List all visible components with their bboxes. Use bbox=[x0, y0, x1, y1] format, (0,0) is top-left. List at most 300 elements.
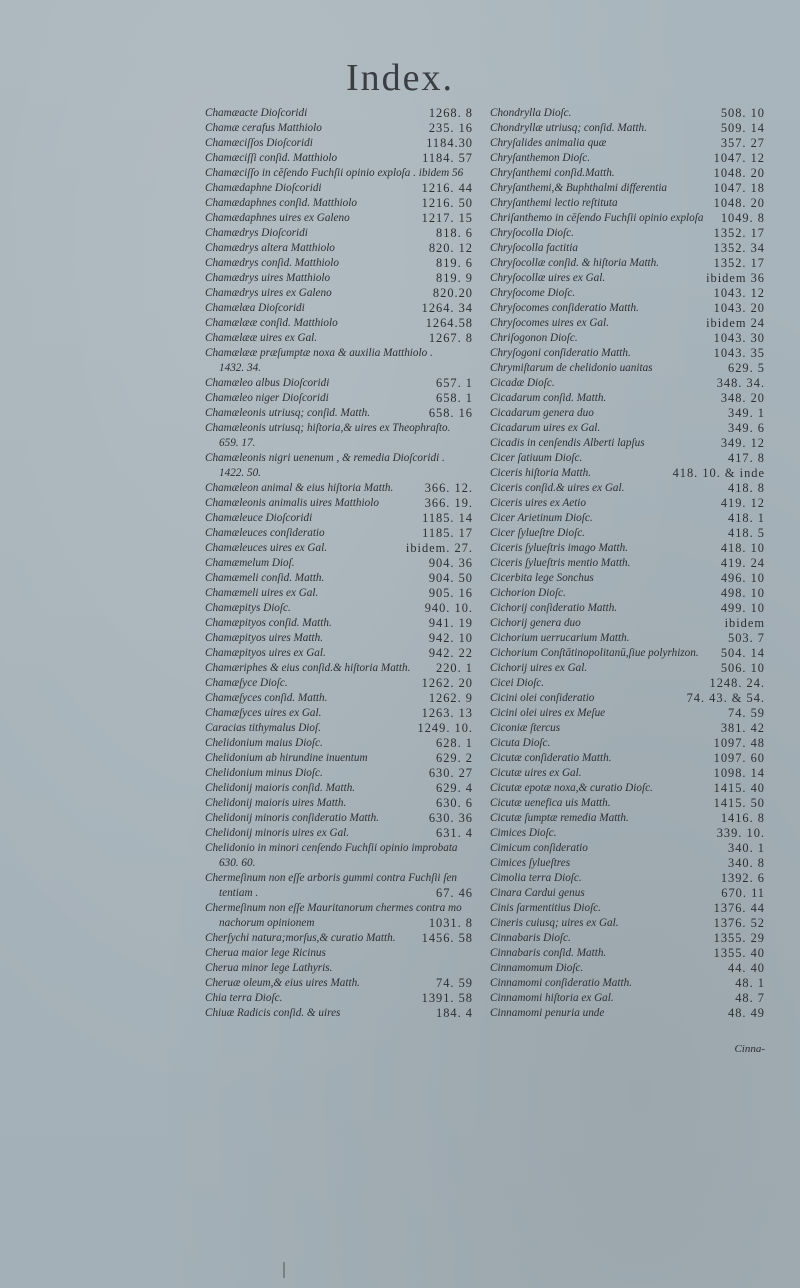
index-entry bbox=[205, 991, 473, 1006]
entry-term: Chamæpityos uires ex Gal. bbox=[205, 647, 326, 659]
entry-page-ref: 417. 8 bbox=[728, 451, 765, 465]
entry-term: Chamæleuce Dioſcoridi bbox=[205, 512, 313, 524]
entry-term: Chriſogonon Dioſc. bbox=[490, 332, 578, 344]
entry-term: Cicerbita lege Sonchus bbox=[490, 572, 594, 584]
entry-page-ref: 357. 27 bbox=[720, 136, 765, 150]
index-entry bbox=[205, 346, 473, 361]
entry-page-ref: 630. 27 bbox=[428, 766, 473, 780]
entry-page-ref: 339. 10. bbox=[716, 826, 765, 840]
index-entry bbox=[490, 361, 765, 376]
index-entry bbox=[205, 451, 473, 466]
index-entry-continuation bbox=[205, 361, 473, 376]
entry-page-ref: 670. 11 bbox=[721, 886, 765, 900]
index-entry bbox=[490, 991, 765, 1006]
entry-term: Cinnamomi penuria unde bbox=[490, 1007, 605, 1019]
entry-page-ref: 1355. 40 bbox=[713, 946, 765, 960]
index-entry-continuation bbox=[205, 466, 473, 481]
entry-page-ref: 820.20 bbox=[432, 286, 473, 300]
index-entry bbox=[205, 616, 473, 631]
entry-page-ref: 1264.58 bbox=[425, 316, 473, 330]
entry-page-ref: 509. 14 bbox=[720, 121, 765, 135]
index-entry bbox=[205, 646, 473, 661]
entry-page-ref: 631. 4 bbox=[436, 826, 473, 840]
entry-term: Chamædaphne Dioſcoridi bbox=[205, 182, 322, 194]
entry-page-ref: 1047. 18 bbox=[713, 181, 765, 195]
index-entry bbox=[205, 961, 473, 976]
entry-continuation-text: tentiam . bbox=[219, 887, 259, 899]
entry-term: Chiuæ Radicis conſid. & uires bbox=[205, 1007, 341, 1019]
entry-page-ref: ibidem. 27. bbox=[405, 541, 473, 555]
entry-term: Chamæſyces uires ex Gal. bbox=[205, 707, 322, 719]
index-column-left bbox=[205, 106, 473, 1021]
index-entry bbox=[205, 181, 473, 196]
entry-term: Chamæciſſos Dioſcoridi bbox=[205, 137, 313, 149]
entry-page-ref: 1043. 30 bbox=[713, 331, 765, 345]
entry-term: Chryſocollæ conſid. & hiſtoria Matth. bbox=[490, 257, 660, 269]
entry-page-ref: ibidem 24 bbox=[706, 316, 765, 330]
index-entry bbox=[490, 586, 765, 601]
entry-page-ref: 418. 5 bbox=[728, 526, 765, 540]
entry-term: Chryſanthemi conſid.Matth. bbox=[490, 167, 615, 179]
page-title: Index. bbox=[345, 57, 455, 99]
index-entry bbox=[205, 316, 473, 331]
entry-term: Cimices ſylueſtres bbox=[490, 857, 571, 869]
index-entry bbox=[490, 781, 765, 796]
entry-term: Chamæpityos conſid. Matth. bbox=[205, 617, 332, 629]
entry-page-ref: 1352. 17 bbox=[713, 256, 765, 270]
entry-term: Chryſogoni conſideratio Matth. bbox=[490, 347, 631, 359]
entry-page-ref: 942. 10 bbox=[428, 631, 473, 645]
index-entry bbox=[490, 916, 765, 931]
entry-page-ref: 1262. 9 bbox=[428, 691, 473, 705]
entry-page-ref: 74. 59 bbox=[436, 976, 473, 990]
index-entry bbox=[490, 391, 765, 406]
entry-term: Cicutæ uires ex Gal. bbox=[490, 767, 582, 779]
entry-term: Cicadarum uires ex Gal. bbox=[490, 422, 601, 434]
entry-term: Chamædrys uires ex Galeno bbox=[205, 287, 332, 299]
index-entry bbox=[205, 496, 473, 511]
index-entry bbox=[490, 466, 765, 481]
entry-term: Chelidonium ab hirundine inuentum bbox=[205, 752, 368, 764]
entry-term: Chamædrys uires Matthiolo bbox=[205, 272, 331, 284]
entry-page-ref: 366. 12. bbox=[424, 481, 473, 495]
entry-term: Chamæleonis utriusq; hiſtoria,& uires ex Theophraſto. bbox=[205, 422, 451, 434]
entry-page-ref: 819. 6 bbox=[436, 256, 473, 270]
entry-page-ref: 1184.30 bbox=[426, 136, 473, 150]
entry-term: Cicutæ conſideratio Matth. bbox=[490, 752, 612, 764]
index-entry bbox=[490, 406, 765, 421]
entry-page-ref: 629. 5 bbox=[728, 361, 765, 375]
index-entry bbox=[490, 121, 765, 136]
entry-page-ref: 503. 7 bbox=[728, 631, 765, 645]
index-entry bbox=[490, 931, 765, 946]
index-entry bbox=[490, 676, 765, 691]
index-entry bbox=[205, 271, 473, 286]
index-entry bbox=[490, 211, 765, 226]
entry-term: Ciceris ſylueſtris mentio Matth. bbox=[490, 557, 631, 569]
index-entry bbox=[490, 556, 765, 571]
entry-term: Cinnamomum Dioſc. bbox=[490, 962, 584, 974]
entry-term: Cherua maior lege Ricinus bbox=[205, 947, 326, 959]
entry-page-ref: 1097. 48 bbox=[713, 736, 765, 750]
entry-term: Chamæleon animal & eius hiſtoria Matth. bbox=[205, 482, 394, 494]
entry-term: Cichorium uerrucarium Matth. bbox=[490, 632, 630, 644]
index-entry bbox=[205, 706, 473, 721]
entry-term: Chamæriphes & eius conſid.& hiſtoria Matth. bbox=[205, 662, 411, 674]
index-entry bbox=[490, 766, 765, 781]
index-entry bbox=[490, 1006, 765, 1021]
index-entry bbox=[205, 841, 473, 856]
index-entry bbox=[490, 256, 765, 271]
entry-term: Cicei Dioſc. bbox=[490, 677, 545, 689]
entry-term: Cichorion Dioſc. bbox=[490, 587, 566, 599]
entry-term: Cicer ſatiuum Dioſc. bbox=[490, 452, 583, 464]
index-entry bbox=[490, 151, 765, 166]
entry-page-ref: 1184. 57 bbox=[422, 151, 473, 165]
entry-page-ref: 1376. 44 bbox=[713, 901, 765, 915]
entry-continuation-text: 630. 60. bbox=[219, 857, 256, 869]
index-entry bbox=[490, 196, 765, 211]
entry-term: Chamæacte Dioſcoridi bbox=[205, 107, 308, 119]
entry-term: Chrymiſtarum de chelidonio uanitas bbox=[490, 362, 653, 374]
index-entry bbox=[205, 121, 473, 136]
entry-term: Cichorij genera duo bbox=[490, 617, 581, 629]
entry-term: Chamædaphnes uires ex Galeno bbox=[205, 212, 350, 224]
entry-term: Chamæmelum Dioſ. bbox=[205, 557, 295, 569]
entry-page-ref: 340. 1 bbox=[728, 841, 765, 855]
entry-page-ref: 942. 22 bbox=[428, 646, 473, 660]
entry-term: Chamæleonis utriusq; conſid. Matth. bbox=[205, 407, 371, 419]
entry-term: Cichorium Conſtātinopolitanū,ſiue polyrhizon. bbox=[490, 647, 699, 659]
entry-term: Chermeſinum non eſſe Mauritanorum chermes contra mo bbox=[205, 902, 462, 914]
entry-page-ref: 418. 10. & inde bbox=[672, 466, 765, 480]
index-entry bbox=[490, 856, 765, 871]
entry-page-ref: 1217. 15 bbox=[421, 211, 473, 225]
index-entry bbox=[490, 616, 765, 631]
entry-term: Chryſocomes uires ex Gal. bbox=[490, 317, 609, 329]
index-entry bbox=[205, 766, 473, 781]
entry-page-ref: 1097. 60 bbox=[713, 751, 765, 765]
entry-page-ref: 498. 10 bbox=[720, 586, 765, 600]
index-entry bbox=[205, 901, 473, 916]
entry-term: Ciceris hiſtoria Matth. bbox=[490, 467, 591, 479]
entry-page-ref: 496. 10 bbox=[720, 571, 765, 585]
entry-term: Cicuta Dioſc. bbox=[490, 737, 551, 749]
index-entry bbox=[205, 736, 473, 751]
entry-term: Chryſocollæ uires ex Gal. bbox=[490, 272, 606, 284]
entry-page-ref: 349. 6 bbox=[728, 421, 765, 435]
index-entry bbox=[205, 601, 473, 616]
index-entry-continuation bbox=[205, 886, 473, 901]
entry-page-ref: 658. 1 bbox=[436, 391, 473, 405]
entry-page-ref: 74. 59 bbox=[728, 706, 765, 720]
index-entry bbox=[205, 1006, 473, 1021]
entry-page-ref: 44. 40 bbox=[728, 961, 765, 975]
index-entry-continuation bbox=[205, 856, 473, 871]
entry-term: Cichorij uires ex Gal. bbox=[490, 662, 588, 674]
entry-page-ref: 1264. 34 bbox=[421, 301, 473, 315]
index-entry bbox=[490, 136, 765, 151]
index-entry bbox=[490, 961, 765, 976]
entry-term: Cinara Cardui genus bbox=[490, 887, 585, 899]
index-entry bbox=[205, 406, 473, 421]
index-entry bbox=[490, 496, 765, 511]
entry-page-ref: 348. 34. bbox=[716, 376, 765, 390]
entry-page-ref: 1415. 40 bbox=[713, 781, 765, 795]
index-entry bbox=[205, 211, 473, 226]
index-entry bbox=[205, 691, 473, 706]
index-entry bbox=[490, 601, 765, 616]
index-entry bbox=[205, 511, 473, 526]
entry-page-ref: 349. 1 bbox=[728, 406, 765, 420]
index-entry bbox=[205, 811, 473, 826]
entry-page-ref: 630. 36 bbox=[428, 811, 473, 825]
entry-term: Cimicum conſideratio bbox=[490, 842, 588, 854]
index-entry bbox=[490, 811, 765, 826]
index-entry bbox=[490, 751, 765, 766]
entry-term: Cheruæ oleum,& eius uires Matth. bbox=[205, 977, 360, 989]
index-entry bbox=[490, 721, 765, 736]
entry-continuation-text: 1422. 50. bbox=[219, 467, 261, 479]
entry-term: Chamæciſſi conſid. Matthiolo bbox=[205, 152, 338, 164]
entry-term: Chamædaphnes conſid. Matthiolo bbox=[205, 197, 357, 209]
index-entry bbox=[490, 451, 765, 466]
index-entry bbox=[205, 376, 473, 391]
entry-term: Chamæleonis animalis uires Matthiolo bbox=[205, 497, 379, 509]
entry-page-ref: 1267. 8 bbox=[428, 331, 473, 345]
entry-page-ref: 508. 10 bbox=[720, 106, 765, 120]
entry-term: Cicini olei conſideratio bbox=[490, 692, 595, 704]
index-entry bbox=[205, 931, 473, 946]
entry-term: Chamæ cerafus Matthiolo bbox=[205, 122, 322, 134]
entry-term: Chamæſyce Dioſc. bbox=[205, 677, 288, 689]
index-entry bbox=[205, 976, 473, 991]
entry-term: Cineris cuiusq; uires ex Gal. bbox=[490, 917, 619, 929]
entry-term: Cherſychi natura;morſus,& curatio Matth. bbox=[205, 932, 396, 944]
index-entry bbox=[205, 391, 473, 406]
index-entry bbox=[205, 286, 473, 301]
entry-term: Cicadæ Dioſc. bbox=[490, 377, 555, 389]
entry-term: Chamæmeli uires ex Gal. bbox=[205, 587, 319, 599]
entry-page-ref: 348. 20 bbox=[720, 391, 765, 405]
index-entry bbox=[490, 706, 765, 721]
index-entry bbox=[205, 106, 473, 121]
index-entry bbox=[490, 166, 765, 181]
entry-page-ref: 504. 14 bbox=[720, 646, 765, 660]
entry-page-ref: 1392. 6 bbox=[720, 871, 765, 885]
index-entry bbox=[490, 736, 765, 751]
index-entry bbox=[490, 571, 765, 586]
entry-page-ref: 1263. 13 bbox=[421, 706, 473, 720]
entry-page-ref: 74. 43. & 54. bbox=[686, 691, 765, 705]
entry-page-ref: 381. 42 bbox=[720, 721, 765, 735]
entry-page-ref: 1049. 8 bbox=[720, 211, 765, 225]
entry-page-ref: 1047. 12 bbox=[713, 151, 765, 165]
entry-term: Cinis ſarmentitius Dioſc. bbox=[490, 902, 601, 914]
ink-mark bbox=[283, 1262, 285, 1278]
index-entry bbox=[205, 751, 473, 766]
entry-page-ref: 1185. 17 bbox=[422, 526, 473, 540]
index-entry bbox=[490, 286, 765, 301]
entry-page-ref: ibidem 36 bbox=[706, 271, 765, 285]
entry-page-ref: 1355. 29 bbox=[713, 931, 765, 945]
entry-term: Chamælææ præſumptæ noxa & auxilia Matthiolo . bbox=[205, 347, 433, 359]
entry-page-ref: 1043. 35 bbox=[713, 346, 765, 360]
entry-page-ref: 1048. 20 bbox=[713, 196, 765, 210]
entry-page-ref: 418. 10 bbox=[720, 541, 765, 555]
index-entry bbox=[205, 331, 473, 346]
entry-term: Cicini olei uires ex Meſue bbox=[490, 707, 606, 719]
index-entry bbox=[205, 721, 473, 736]
entry-term: Ciconiæ ſtercus bbox=[490, 722, 561, 734]
entry-term: Cherua minor lege Lathyris. bbox=[205, 962, 333, 974]
index-entry bbox=[205, 136, 473, 151]
entry-term: Cinnabaris conſid. Matth. bbox=[490, 947, 607, 959]
entry-term: Cichorij conſideratio Matth. bbox=[490, 602, 618, 614]
entry-term: Cicadarum conſid. Matth. bbox=[490, 392, 607, 404]
entry-term: Chelidonij minoris conſideratio Matth. bbox=[205, 812, 380, 824]
index-entry bbox=[205, 631, 473, 646]
entry-term: Cicutæ epotæ noxa,& curatio Dioſc. bbox=[490, 782, 653, 794]
index-entry bbox=[490, 301, 765, 316]
index-entry bbox=[205, 586, 473, 601]
entry-page-ref: 657. 1 bbox=[436, 376, 473, 390]
index-entry bbox=[490, 901, 765, 916]
entry-term: Cinnamomi hiſtoria ex Gal. bbox=[490, 992, 614, 1004]
entry-page-ref: 1185. 14 bbox=[422, 511, 473, 525]
entry-term: Chamæleonis nigri uenenum , & remedia Dioſcoridi . bbox=[205, 452, 445, 464]
index-entry bbox=[490, 511, 765, 526]
index-entry bbox=[490, 316, 765, 331]
entry-page-ref: 819. 9 bbox=[436, 271, 473, 285]
index-entry bbox=[490, 181, 765, 196]
index-entry bbox=[490, 646, 765, 661]
entry-page-ref: 48. 7 bbox=[735, 991, 765, 1005]
entry-page-ref: 220. 1 bbox=[436, 661, 473, 675]
index-entry bbox=[490, 541, 765, 556]
entry-term: Chelidonium minus Dioſc. bbox=[205, 767, 323, 779]
index-entry bbox=[490, 631, 765, 646]
entry-term: Chamædrys Dioſcoridi bbox=[205, 227, 308, 239]
index-entry bbox=[205, 151, 473, 166]
entry-term: Chryſocolla factitia bbox=[490, 242, 578, 254]
entry-term: Cicadarum genera duo bbox=[490, 407, 594, 419]
entry-page-ref: 1043. 12 bbox=[713, 286, 765, 300]
index-entry bbox=[490, 826, 765, 841]
index-entry bbox=[490, 841, 765, 856]
index-entry bbox=[205, 556, 473, 571]
entry-term: Chelidonij maioris uires Matth. bbox=[205, 797, 347, 809]
entry-term: Cicer Arietinum Dioſc. bbox=[490, 512, 593, 524]
entry-page-ref: 1043. 20 bbox=[713, 301, 765, 315]
entry-page-ref: 904. 36 bbox=[428, 556, 473, 570]
entry-page-ref: 48. 1 bbox=[735, 976, 765, 990]
entry-page-ref: 235. 16 bbox=[428, 121, 473, 135]
entry-term: Chamæleuces uires ex Gal. bbox=[205, 542, 328, 554]
entry-term: Chelidonium maius Dioſc. bbox=[205, 737, 323, 749]
entry-page-ref: 629. 2 bbox=[436, 751, 473, 765]
entry-term: Chelidonio in minori cenſendo Fuchſii opinio improbata bbox=[205, 842, 458, 854]
index-entry bbox=[205, 526, 473, 541]
entry-term: Cicer ſylueſtre Dioſc. bbox=[490, 527, 585, 539]
entry-term: Chamæpitys Dioſc. bbox=[205, 602, 291, 614]
index-column-right bbox=[490, 106, 765, 1021]
entry-term: Chryſocomes conſideratio Matth. bbox=[490, 302, 639, 314]
index-entry bbox=[205, 661, 473, 676]
entry-page-ref: 940. 10. bbox=[424, 601, 473, 615]
entry-page-ref: 1031. 8 bbox=[428, 916, 473, 930]
catchword: Cinna- bbox=[734, 1043, 765, 1055]
entry-term: Cicutæ uenefica uis Matth. bbox=[490, 797, 611, 809]
index-entry bbox=[490, 346, 765, 361]
entry-term: Cimolia terra Dioſc. bbox=[490, 872, 582, 884]
entry-term: Chondryllæ utriusq; conſid. Matth. bbox=[490, 122, 647, 134]
index-entry bbox=[205, 166, 473, 181]
entry-page-ref: 1216. 44 bbox=[421, 181, 473, 195]
index-entry bbox=[205, 421, 473, 436]
entry-page-ref: 1416. 8 bbox=[720, 811, 765, 825]
entry-page-ref: 366. 19. bbox=[424, 496, 473, 510]
entry-page-ref: 628. 1 bbox=[436, 736, 473, 750]
entry-term: Ciceris ſylueſtris imago Matth. bbox=[490, 542, 628, 554]
index-entry bbox=[205, 871, 473, 886]
entry-page-ref: 1268. 8 bbox=[428, 106, 473, 120]
index-entry bbox=[205, 241, 473, 256]
index-entry bbox=[205, 256, 473, 271]
entry-page-ref: 48. 49 bbox=[728, 1006, 765, 1020]
entry-term: Ciceris uires ex Aetio bbox=[490, 497, 587, 509]
entry-term: Chryſanthemi lectio reſtituta bbox=[490, 197, 618, 209]
entry-term: Chryſocolla Dioſc. bbox=[490, 227, 574, 239]
entry-page-ref: 418. 8 bbox=[728, 481, 765, 495]
entry-page-ref: 1415. 50 bbox=[713, 796, 765, 810]
entry-term: Caracias tithymalus Dioſ. bbox=[205, 722, 321, 734]
index-entry bbox=[205, 571, 473, 586]
entry-term: Cicadis in cenſendis Alberti lapſus bbox=[490, 437, 645, 449]
entry-page-ref: 67. 46 bbox=[436, 886, 473, 900]
index-entry bbox=[490, 871, 765, 886]
index-entry bbox=[205, 946, 473, 961]
index-entry bbox=[205, 196, 473, 211]
entry-page-ref: 1048. 20 bbox=[713, 166, 765, 180]
entry-page-ref: 340. 8 bbox=[728, 856, 765, 870]
entry-page-ref: 630. 6 bbox=[436, 796, 473, 810]
entry-term: Ciceris conſid.& uires ex Gal. bbox=[490, 482, 625, 494]
entry-continuation-text: 1432. 34. bbox=[219, 362, 261, 374]
entry-page-ref: 1376. 52 bbox=[713, 916, 765, 930]
entry-term: Chamæciſſo in cēſendo Fuchſii opinio exploſa . ibidem 56 bbox=[205, 167, 464, 179]
entry-page-ref: 658. 16 bbox=[428, 406, 473, 420]
index-entry bbox=[490, 691, 765, 706]
entry-page-ref: 904. 50 bbox=[428, 571, 473, 585]
entry-continuation-text: 659. 17. bbox=[219, 437, 256, 449]
entry-page-ref: 820. 12 bbox=[428, 241, 473, 255]
index-entry bbox=[205, 796, 473, 811]
entry-page-ref: 349. 12 bbox=[720, 436, 765, 450]
index-entry bbox=[205, 541, 473, 556]
entry-page-ref: 1391. 58 bbox=[421, 991, 473, 1005]
entry-page-ref: 818. 6 bbox=[436, 226, 473, 240]
entry-page-ref: 419. 12 bbox=[720, 496, 765, 510]
entry-term: Chryſocome Dioſc. bbox=[490, 287, 576, 299]
entry-page-ref: 1456. 58 bbox=[421, 931, 473, 945]
entry-page-ref: 1248. 24. bbox=[709, 676, 765, 690]
index-entry bbox=[490, 376, 765, 391]
entry-page-ref: ibidem bbox=[724, 616, 765, 630]
entry-page-ref: 1098. 14 bbox=[713, 766, 765, 780]
entry-term: Cimices Dioſc. bbox=[490, 827, 557, 839]
entry-page-ref: 419. 24 bbox=[720, 556, 765, 570]
